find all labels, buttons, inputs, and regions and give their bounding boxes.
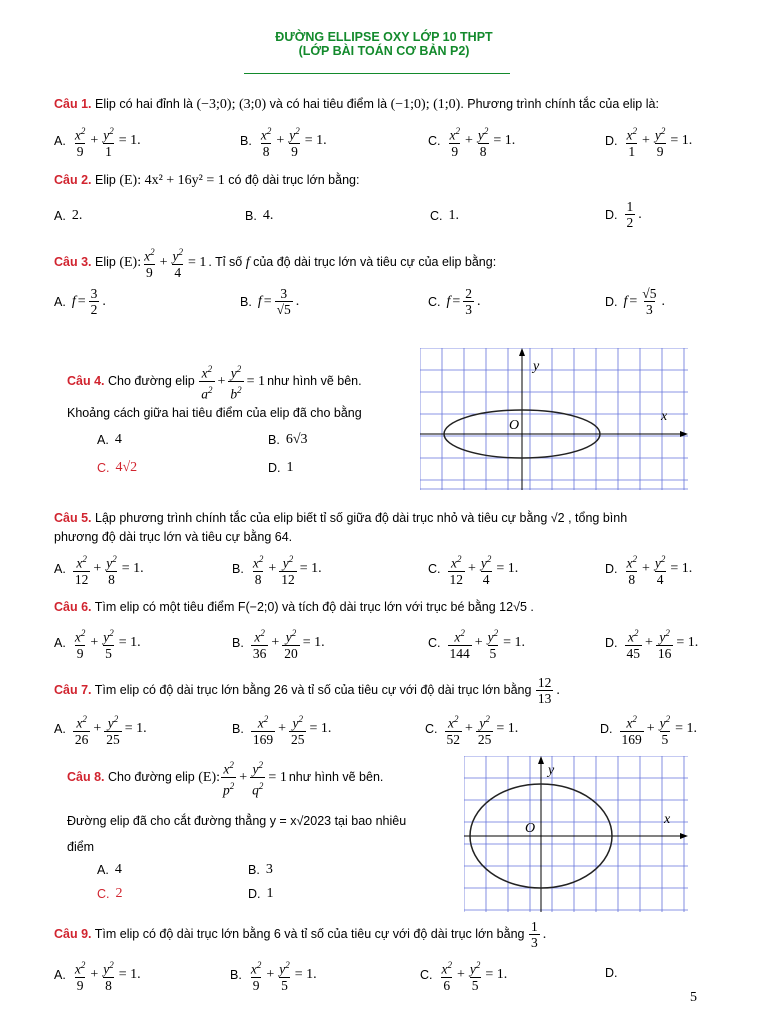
question-5: Câu 5. Lập phương trình chính tắc của elip biết tỉ số giữa độ dài trục nhỏ và tiêu cự bằng √2 , tổng bình	[54, 511, 628, 525]
question-8-options	[0, 862, 460, 912]
question-8-line3: điểm	[67, 840, 95, 854]
option-b[interactable]: B. $\frac{x^2}{169}$ + $\frac{y^2}{25}$ = 1.	[232, 714, 332, 747]
question-4-line2: Khoảng cách giữa hai tiêu điểm của elip đã cho bằng	[67, 406, 362, 420]
option-c[interactable]: C. $\frac{x^2}{144}$ + $\frac{y^2}{5}$ = 1.	[428, 628, 526, 661]
x-axis-label: x	[661, 409, 668, 424]
option-b[interactable]: B. $\frac{x^2}{9}$ + $\frac{y^2}{5}$ = 1.	[230, 960, 317, 993]
option-b[interactable]: B. 6√3	[268, 432, 308, 447]
option-b[interactable]: B. $\frac{x^2}{8}$ + $\frac{y^2}{9}$ = 1.	[240, 126, 327, 159]
question-7: Câu 7. Tìm elip có độ dài trục lớn bằng 26 và tỉ số của tiêu cự với độ dài trục lớn bằng $\frac{12}{13}$ .	[54, 674, 560, 706]
option-c[interactable]: C. $\frac{x^2}{6}$ + $\frac{y^2}{5}$ = 1.	[420, 960, 508, 993]
question-3: Câu 3. Elip (E): $\frac{x^2}{9}$ + $\frac{y^2}{4}$ = 1 . Tỉ số f của độ dài trục lớn và tiêu cự của elip bằng:	[54, 247, 497, 280]
question-4: Câu 4. Cho đường elip $\frac{x^2}{a^2}$ + $\frac{y^2}{b^2}$ = 1 như hình vẽ bên.	[67, 364, 362, 401]
title-underline	[244, 73, 510, 74]
option-b[interactable]: B. $\frac{x^2}{8}$ + $\frac{y^2}{12}$ = 1.	[232, 554, 322, 587]
origin-label: O	[525, 821, 536, 836]
option-a[interactable]: A. $\frac{x^2}{9}$ + $\frac{y^2}{8}$ = 1.	[54, 960, 141, 993]
option-d[interactable]: D. 1	[268, 460, 294, 475]
question-5-line2: phương độ dài trục lớn và tiêu cự bằng 64.	[54, 530, 293, 544]
option-a[interactable]: A. 2.	[54, 208, 83, 223]
option-d[interactable]: D. $\frac{x^2}{1}$ + $\frac{y^2}{9}$ = 1.	[605, 126, 693, 159]
question-9: Câu 9. Tìm elip có độ dài trục lớn bằng 6 và tỉ số của tiêu cự với độ dài trục lớn bằng $\frac{1}{3}$ .	[54, 918, 547, 950]
option-a[interactable]: A. $\frac{x^2}{9}$ + $\frac{y^2}{5}$ = 1.	[54, 628, 141, 661]
option-d[interactable]: D. $\frac{x^2}{169}$ + $\frac{y^2}{5}$ = 1.	[600, 714, 698, 747]
option-b[interactable]: B. f = $\frac{3}{√5}$ .	[240, 286, 300, 317]
question-8-line2: Đường elip đã cho cắt đường thẳng y = x√2023 tại bao nhiêu	[67, 814, 407, 828]
option-c[interactable]: C. 2	[97, 886, 123, 901]
option-b[interactable]: B. $\frac{x^2}{36}$ + $\frac{y^2}{20}$ = 1.	[232, 628, 325, 661]
option-a[interactable]: A. 4	[97, 862, 122, 877]
option-c[interactable]: C. f = $\frac{2}{3}$ .	[428, 286, 481, 317]
y-axis-arrow	[519, 348, 525, 356]
option-c[interactable]: C. $\frac{x^2}{9}$ + $\frac{y^2}{8}$ = 1.	[428, 126, 516, 159]
question-7-options	[0, 712, 768, 748]
y-axis-arrow	[538, 756, 544, 764]
option-d[interactable]: D. f = $\frac{√5}{3}$ .	[605, 286, 665, 317]
option-c[interactable]: C. $\frac{x^2}{52}$ + $\frac{y^2}{25}$ = 1.	[425, 714, 519, 747]
y-axis-label: y	[548, 763, 555, 778]
origin-label: O	[509, 418, 520, 433]
option-a[interactable]: A. 4	[97, 432, 122, 447]
option-a[interactable]: A. $\frac{x^2}{26}$ + $\frac{y^2}{25}$ = 1.	[54, 714, 147, 747]
ellipse-graph-1	[420, 348, 688, 490]
ellipse-graph-2	[464, 756, 688, 912]
question-6: Câu 6. Tìm elip có một tiêu điểm F(−2;0) và tích độ dài trục lớn với trục bé bằng 12√5 .	[54, 600, 534, 614]
question-9-options	[0, 958, 768, 994]
question-8: Câu 8. Cho đường elip (E): $\frac{x^2}{p^2}$ + $\frac{y^2}{q^2}$ = 1 như hình vẽ bên.	[67, 760, 384, 797]
option-d[interactable]: D. 1	[248, 886, 274, 901]
question-5-options	[0, 552, 768, 588]
document-title: ĐƯỜNG ELLIPSE OXY LỚP 10 THPT	[275, 30, 493, 44]
option-a[interactable]: A. f = $\frac{3}{2}$ .	[54, 286, 106, 317]
option-d[interactable]: D.	[605, 966, 618, 980]
option-a[interactable]: A. $\frac{x^2}{9}$ + $\frac{y^2}{1}$ = 1.	[54, 126, 141, 159]
question-1-options	[0, 124, 768, 160]
option-c[interactable]: C. 4√2	[97, 460, 138, 475]
document-subtitle: (LỚP BÀI TOÁN CƠ BẢN P2)	[298, 44, 470, 58]
option-d[interactable]: D. $\frac{x^2}{8}$ + $\frac{y^2}{4}$ = 1.	[605, 554, 693, 587]
x-axis-label: x	[664, 812, 671, 827]
option-c[interactable]: C. 1.	[430, 208, 459, 223]
page-number: 5	[690, 990, 697, 1005]
option-a[interactable]: A. $\frac{x^2}{12}$ + $\frac{y^2}{8}$ = 1.	[54, 554, 144, 587]
question-number: Câu 1.	[54, 97, 92, 111]
question-6-options	[0, 626, 768, 662]
question-4-options	[0, 432, 420, 482]
option-b[interactable]: B. 3	[248, 862, 273, 877]
question-1: Câu 1. Elip có hai đỉnh là (−3;0); (3;0) và có hai tiêu điểm là (−1;0); (1;0). Phương trình chính tắc của elip là:	[54, 97, 659, 112]
y-axis-label: y	[533, 359, 540, 374]
question-2: Câu 2. Elip (E): 4x² + 16y² = 1 có độ dài trục lớn bằng:	[54, 173, 360, 188]
option-d[interactable]: D. $\frac{x^2}{45}$ + $\frac{y^2}{16}$ = 1.	[605, 628, 699, 661]
option-b[interactable]: B. 4.	[245, 208, 274, 223]
option-c[interactable]: C. $\frac{x^2}{12}$ + $\frac{y^2}{4}$ = 1.	[428, 554, 519, 587]
question-3-options	[0, 287, 768, 327]
question-2-options	[0, 200, 768, 236]
option-d[interactable]: D. $\frac{1}{2}$ .	[605, 199, 642, 230]
